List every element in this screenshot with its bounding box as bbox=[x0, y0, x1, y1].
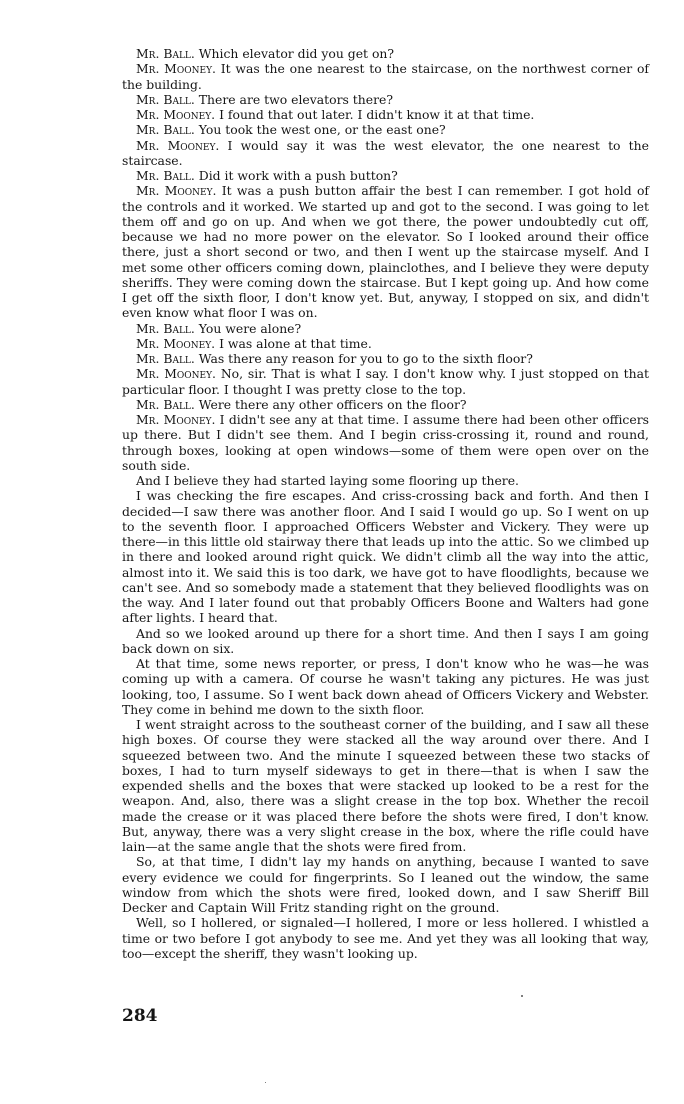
testimony-paragraph bbox=[122, 168, 649, 183]
paragraph-text: I was checking the fire escapes. And criss-crossing back and forth. And then I decided—I saw there was another floor. And I said I would go up. So I went on up to the seventh floor. I approached Officers Webster and Vickery. They were up there—in this little old stairway there that leads up into the attic. So we climbed up in there and looked around right quick. We didn't climb all the way into the attic, almost into it. We said this is too dark, we have got to have floodlights, because we can't see. And so somebody made a statement that they believed floodlights was on the way. And I later found out that probably Officers Boone and Walters had gone after lights. I heard that. bbox=[122, 488, 649, 626]
continuation-paragraph bbox=[122, 626, 649, 657]
paragraph-text: I found that out later. I didn't know it at that time. bbox=[215, 107, 535, 122]
continuation-paragraph bbox=[122, 488, 649, 625]
speaker-name: Mr. Mooney. bbox=[136, 183, 217, 199]
continuation-paragraph bbox=[122, 915, 649, 961]
paragraph-text: I would say it was the west elevator, the one nearest to the staircase. bbox=[122, 137, 649, 168]
speaker-name: Mr. Ball. bbox=[136, 320, 195, 336]
paragraph-text: So, at that time, I didn't lay my hands on anything, because I wanted to save every evidence we could for fingerprints. So I leaned out the window, the same window from which the shots were fired, looked down, and I saw Sheriff Bill Decker and Captain Will Fritz standing right on the ground. bbox=[122, 854, 649, 915]
speaker-name: Mr. Ball. bbox=[136, 46, 195, 61]
testimony-paragraph bbox=[122, 92, 649, 107]
paragraph-text: It was the one nearest to the staircase, on the northwest corner of the building. bbox=[122, 61, 649, 92]
paragraph-text: You took the west one, or the east one? bbox=[194, 122, 446, 138]
testimony-paragraph bbox=[122, 183, 649, 320]
testimony-paragraph bbox=[122, 321, 649, 336]
testimony-paragraph bbox=[122, 412, 649, 473]
transcript-body bbox=[122, 46, 649, 961]
testimony-paragraph bbox=[122, 46, 649, 61]
paragraph-text: Did it work with a push button? bbox=[194, 168, 398, 183]
paragraph-text: I didn't see any at that time. I assume there had been other officers up there. But I didn't see them. And I begin criss-crossing it, round and round, through boxes, looking at open windows—some of them were open over on the south side. bbox=[122, 412, 649, 473]
speaker-name: Mr. Ball. bbox=[136, 91, 195, 107]
page-number: 284 bbox=[122, 1006, 158, 1026]
paragraph-text: Well, so I hollered, or signaled—I hollered, I more or less hollered. I whistled a time or two before I got anybody to see me. And yet they was all looking that way, too—except the sheriff, they wasn't looking up. bbox=[122, 915, 649, 961]
paragraph-text: Were there any other officers on the floor? bbox=[194, 396, 467, 412]
print-speck bbox=[521, 995, 523, 997]
paragraph-text: There are two elevators there? bbox=[194, 91, 393, 107]
speaker-name: Mr. Ball. bbox=[136, 396, 195, 412]
speaker-name: Mr. Mooney. bbox=[136, 366, 217, 382]
speaker-name: Mr. Ball. bbox=[136, 122, 195, 138]
testimony-paragraph bbox=[122, 122, 649, 137]
print-speck bbox=[265, 1082, 266, 1083]
testimony-paragraph bbox=[122, 397, 649, 412]
testimony-paragraph bbox=[122, 351, 649, 366]
testimony-paragraph bbox=[122, 336, 649, 351]
continuation-paragraph bbox=[122, 717, 649, 854]
paragraph-text: You were alone? bbox=[194, 320, 302, 336]
speaker-name: Mr. Ball. bbox=[136, 351, 195, 366]
speaker-name: Mr. Mooney. bbox=[136, 61, 216, 77]
paragraph-text: And I believe they had started laying some flooring up there. bbox=[136, 473, 519, 488]
paragraph-text: I went straight across to the southeast corner of the building, and I saw all these high boxes. Of course they were stacked all the way around over there. And I squeezed between two. And the minute I squeezed between these two stacks of boxes, I had to turn myself sideways to get in there—that is when I saw the expended shells and the boxes that were stacked up looked to be a rest for the weapon. And, also, there was a slight crease in the top box. Whether the recoil made the crease or it was placed there before the shots were fired, I don't know. But, anyway, there was a very slight crease in the box, where the rifle could have lain—at the same angle that the shots were fired from. bbox=[122, 717, 649, 854]
speaker-name: Mr. Mooney. bbox=[136, 335, 216, 351]
continuation-paragraph bbox=[122, 656, 649, 717]
speaker-name: Mr. Mooney. bbox=[136, 137, 220, 153]
continuation-paragraph bbox=[122, 473, 649, 488]
paragraph-text: It was a push button affair the best I can remember. I got hold of the controls and it worked. We started up and got to the second. I was going to let them off and go on up. And when we got there, the power undoubtedly cut off, because we had no more power on the elevator. So I looked around their office there, just a short second or two, and then I went up the staircase myself. And I met some other officers coming down, plainclothes, and I believe they were deputy sheriffs. They were coming down the staircase. But I kept going up. And how come I get off the sixth floor, I don't know yet. But, anyway, I stopped on six, and didn't even know what floor I was on. bbox=[122, 183, 649, 321]
paragraph-text: No, sir. That is what I say. I don't know why. I just stopped on that particular floor. I thought I was pretty close to the top. bbox=[122, 366, 649, 397]
continuation-paragraph bbox=[122, 854, 649, 915]
testimony-paragraph bbox=[122, 107, 649, 122]
paragraph-text: At that time, some news reporter, or press, I don't know who he was—he was coming up with a camera. Of course he wasn't taking any pictures. He was just looking, too, I assume. So I went back down ahead of Officers Vickery and Webster. They come in behind me down to the sixth floor. bbox=[122, 656, 649, 717]
paragraph-text: Was there any reason for you to go to the sixth floor? bbox=[194, 351, 533, 366]
testimony-paragraph bbox=[122, 138, 649, 169]
testimony-paragraph bbox=[122, 366, 649, 397]
testimony-paragraph bbox=[122, 61, 649, 92]
paragraph-text: I was alone at that time. bbox=[215, 335, 372, 351]
paragraph-text: And so we looked around up there for a short time. And then I says I am going back down on six. bbox=[122, 625, 649, 656]
speaker-name: Mr. Mooney. bbox=[136, 107, 216, 122]
speaker-name: Mr. Mooney. bbox=[136, 412, 216, 427]
speaker-name: Mr. Ball. bbox=[136, 168, 195, 183]
paragraph-text: Which elevator did you get on? bbox=[194, 46, 395, 61]
